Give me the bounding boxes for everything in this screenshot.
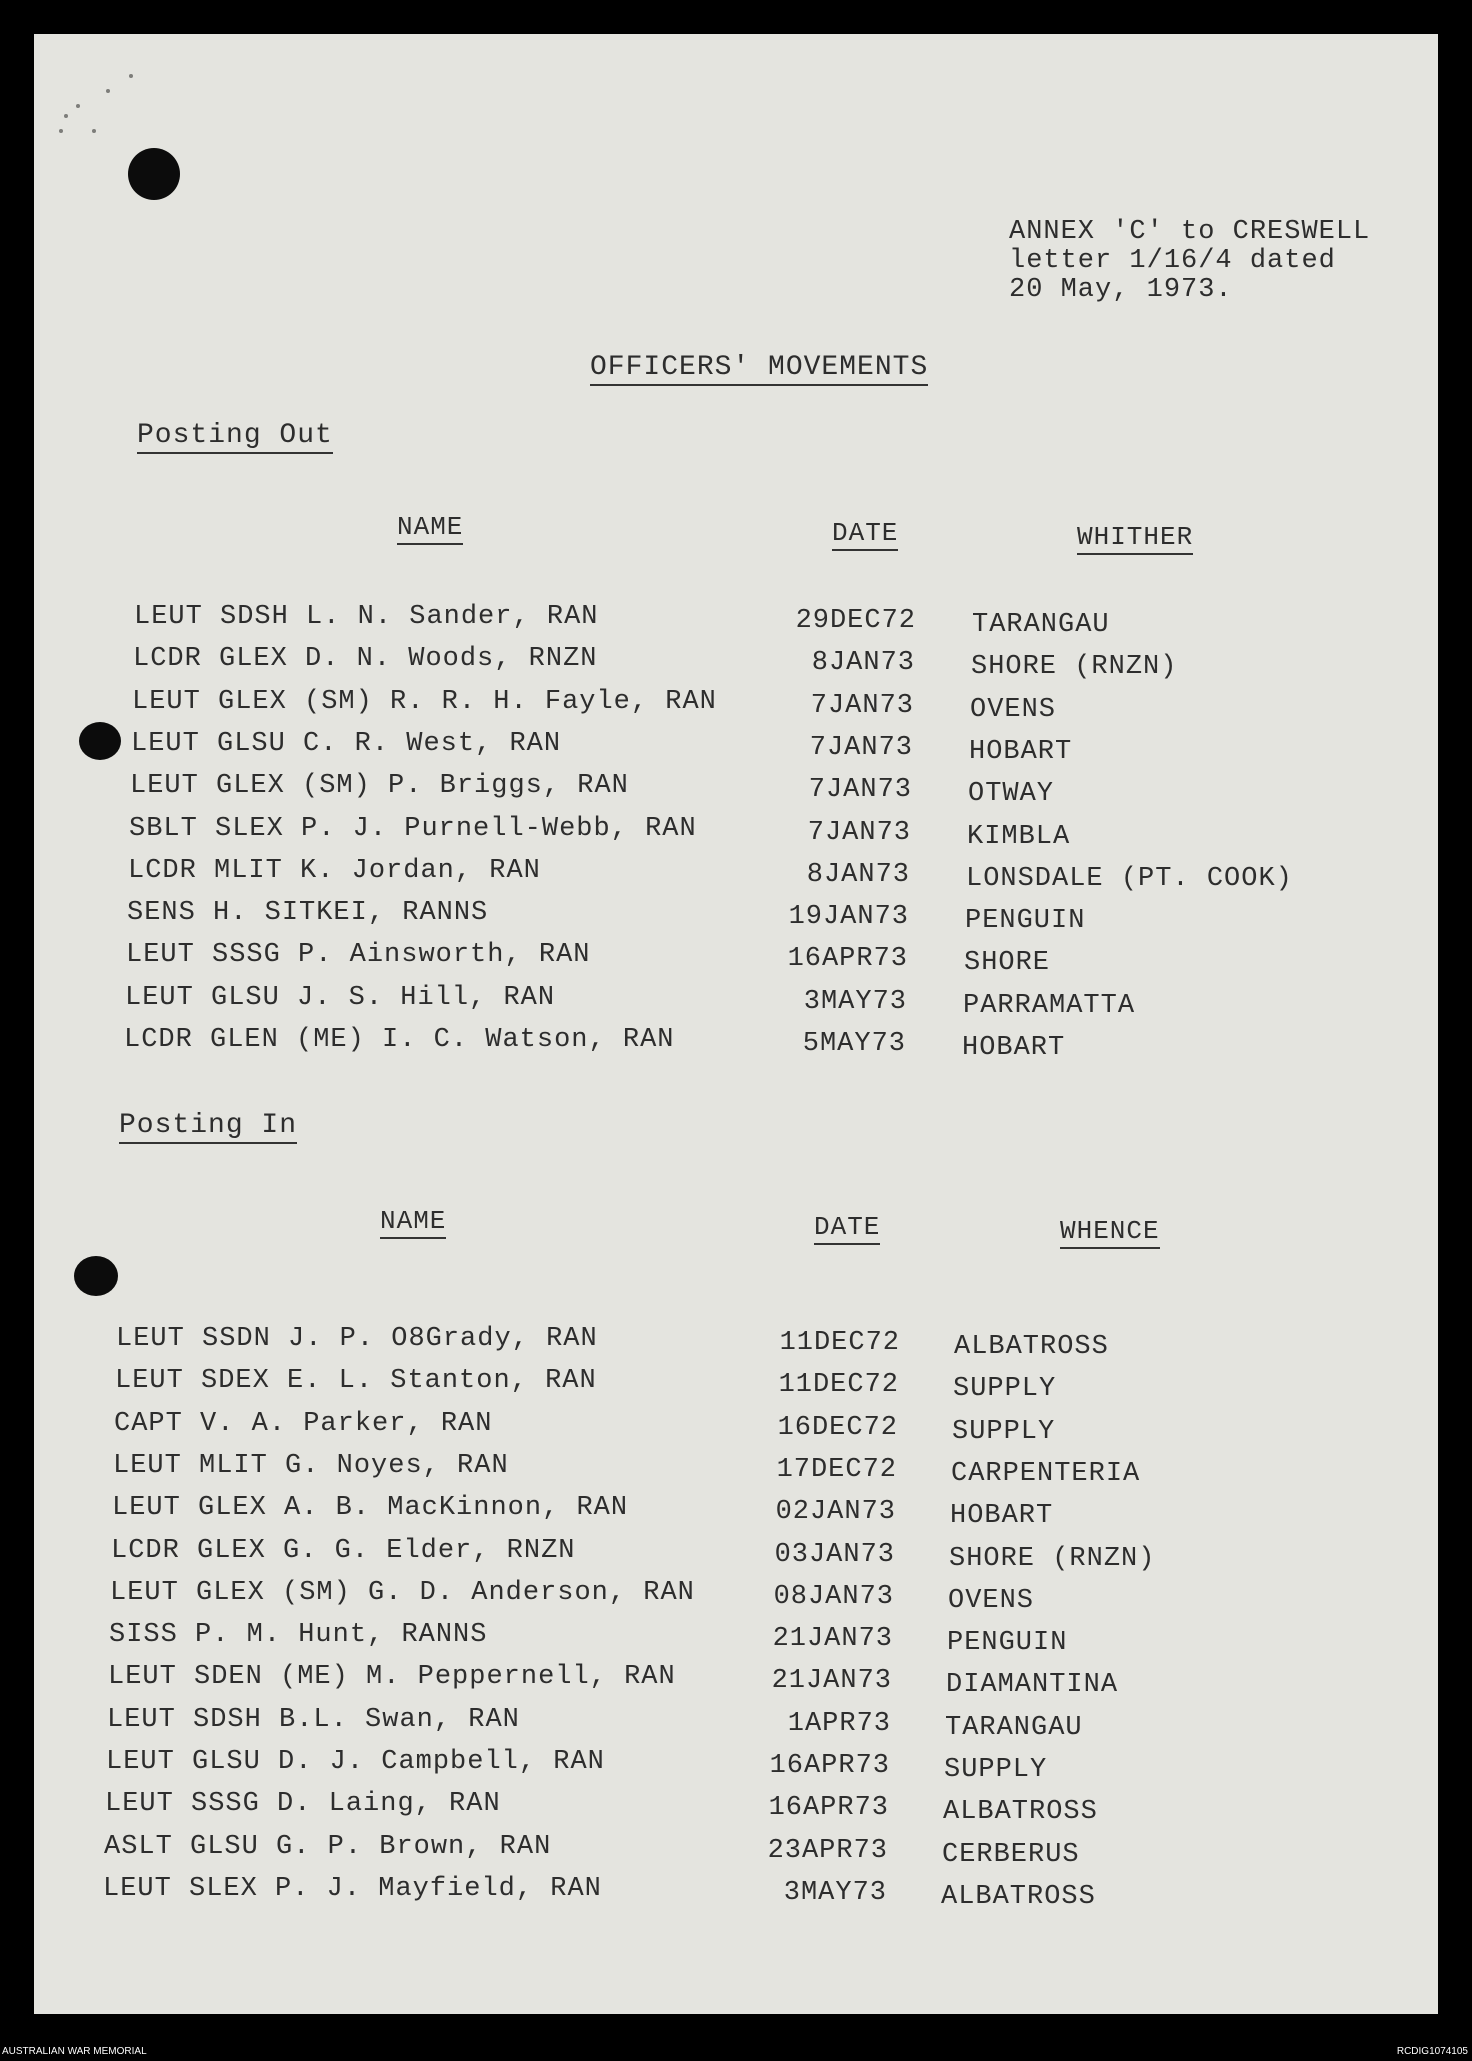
row-date: 11DEC72: [779, 1328, 900, 1358]
row-name: LEUT SSSG P. Ainsworth, RAN: [126, 940, 591, 971]
row-place: PARRAMATTA: [963, 990, 1136, 1021]
row-name: LEUT SDSH B.L. Swan, RAN: [107, 1704, 520, 1735]
row-place: OTWAY: [968, 779, 1055, 810]
row-place: SUPPLY: [952, 1416, 1056, 1447]
row-place: SHORE (RNZN): [949, 1543, 1156, 1574]
row-name: LEUT SDEN (ME) M. Peppernell, RAN: [108, 1662, 676, 1693]
row-place: HOBART: [950, 1501, 1054, 1532]
row-place: PENGUIN: [965, 906, 1086, 937]
row-name: LEUT GLEX A. B. MacKinnon, RAN: [112, 1493, 629, 1524]
row-date: 29DEC72: [795, 606, 916, 636]
posting-out-whither-header: WHITHER: [1077, 522, 1193, 555]
row-name: LEUT GLEX (SM) G. D. Anderson, RAN: [110, 1577, 695, 1608]
row-place: KIMBLA: [967, 821, 1071, 852]
punch-hole: [79, 722, 121, 760]
posting-in-whence-header: WHENCE: [1060, 1216, 1160, 1249]
row-place: OVENS: [948, 1585, 1035, 1616]
row-date: 08JAN73: [773, 1581, 894, 1612]
posting-out-date-header: DATE: [832, 518, 898, 551]
row-name: LEUT SLEX P. J. Mayfield, RAN: [103, 1873, 602, 1904]
row-place: ALBATROSS: [954, 1332, 1109, 1362]
row-place: HOBART: [962, 1033, 1066, 1063]
row-date: 5MAY73: [802, 1029, 906, 1059]
row-name: LEUT GLSU J. S. Hill, RAN: [125, 982, 556, 1013]
annex-reference: [1009, 218, 1370, 305]
row-place: SUPPLY: [953, 1374, 1057, 1405]
pin-mark: [64, 114, 68, 118]
footer-bar: [0, 2044, 1472, 2061]
footer-source: AUSTRALIAN WAR MEMORIAL: [2, 2046, 147, 2057]
annex-line: ANNEX 'C' to CRESWELL: [1009, 217, 1371, 247]
pin-mark: [76, 104, 80, 108]
row-name: SENS H. SITKEI, RANNS: [127, 898, 489, 929]
row-name: LEUT GLSU C. R. West, RAN: [131, 728, 562, 759]
row-place: SUPPLY: [944, 1755, 1048, 1785]
row-date: 1APR73: [787, 1708, 891, 1739]
row-place: ALBATROSS: [943, 1797, 1098, 1828]
row-date: 3MAY73: [783, 1877, 887, 1908]
posting-out-heading: Posting Out: [137, 420, 333, 454]
row-name: LEUT MLIT G. Noyes, RAN: [113, 1450, 509, 1481]
row-name: LCDR MLIT K. Jordan, RAN: [128, 855, 541, 886]
posting-out-name-header: NAME: [397, 512, 463, 545]
row-place: CERBERUS: [942, 1839, 1080, 1870]
row-name: LEUT SSDN J. P. O8Grady, RAN: [116, 1324, 598, 1354]
row-date: 21JAN73: [771, 1666, 892, 1697]
row-date: 8JAN73: [811, 648, 915, 679]
page-title: OFFICERS' MOVEMENTS: [590, 352, 928, 386]
row-place: PENGUIN: [947, 1628, 1068, 1659]
row-place: ALBATROSS: [941, 1881, 1096, 1912]
row-name: LEUT GLEX (SM) P. Briggs, RAN: [130, 771, 629, 802]
row-date: 7JAN73: [809, 732, 913, 763]
row-date: 03JAN73: [774, 1539, 895, 1570]
row-name: ASLT GLSU G. P. Brown, RAN: [104, 1831, 552, 1862]
row-date: 16APR73: [768, 1793, 889, 1824]
row-name: LCDR GLEN (ME) I. C. Watson, RAN: [124, 1025, 675, 1055]
row-date: 23APR73: [767, 1835, 888, 1866]
posting-in-heading: Posting In: [119, 1110, 297, 1144]
posting-in-name-header: NAME: [380, 1206, 446, 1239]
annex-line: letter 1/16/4 dated: [1009, 246, 1336, 276]
row-place: DIAMANTINA: [946, 1670, 1119, 1701]
row-name: LEUT SDEX E. L. Stanton, RAN: [115, 1366, 597, 1397]
row-date: 17DEC72: [776, 1454, 897, 1485]
document-page: [34, 34, 1438, 2014]
row-place: SHORE (RNZN): [971, 652, 1178, 683]
row-date: 7JAN73: [807, 817, 911, 848]
punch-hole: [128, 148, 180, 200]
row-name: LCDR GLEX D. N. Woods, RNZN: [133, 644, 598, 675]
row-date: 19JAN73: [788, 902, 909, 933]
row-date: 02JAN73: [775, 1497, 896, 1528]
row-name: CAPT V. A. Parker, RAN: [114, 1408, 493, 1439]
row-date: 16APR73: [769, 1751, 890, 1781]
row-name: LEUT GLEX (SM) R. R. H. Fayle, RAN: [132, 686, 717, 717]
row-place: HOBART: [969, 736, 1073, 767]
row-date: 3MAY73: [803, 986, 907, 1017]
row-date: 16DEC72: [777, 1412, 898, 1443]
row-place: TARANGAU: [945, 1712, 1083, 1743]
row-name: SBLT SLEX P. J. Purnell-Webb, RAN: [129, 813, 697, 844]
row-date: 7JAN73: [810, 690, 914, 721]
row-place: SHORE: [964, 948, 1051, 979]
row-date: 11DEC72: [778, 1370, 899, 1401]
row-date: 8JAN73: [806, 859, 910, 890]
annex-line: 20 May, 1973.: [1009, 275, 1233, 305]
row-place: CARPENTERIA: [951, 1458, 1141, 1489]
pin-mark: [106, 89, 110, 93]
row-name: LCDR GLEX G. G. Elder, RNZN: [111, 1535, 576, 1566]
row-place: LONSDALE (PT. COOK): [966, 863, 1293, 894]
row-name: SISS P. M. Hunt, RANNS: [109, 1620, 488, 1651]
pin-mark: [59, 129, 63, 133]
pin-mark: [129, 74, 133, 78]
row-name: LEUT SDSH L. N. Sander, RAN: [134, 602, 599, 632]
row-name: LEUT SSSG D. Laing, RAN: [105, 1789, 501, 1820]
row-place: OVENS: [970, 694, 1057, 725]
punch-hole: [74, 1256, 118, 1296]
row-date: 21JAN73: [772, 1624, 893, 1655]
footer-identifier: RCDIG1074105: [1396, 2046, 1468, 2057]
row-date: 16APR73: [787, 944, 908, 975]
row-name: LEUT GLSU D. J. Campbell, RAN: [106, 1747, 605, 1777]
posting-in-date-header: DATE: [814, 1212, 880, 1245]
row-date: 7JAN73: [808, 775, 912, 806]
row-place: TARANGAU: [972, 610, 1110, 640]
pin-mark: [92, 129, 96, 133]
